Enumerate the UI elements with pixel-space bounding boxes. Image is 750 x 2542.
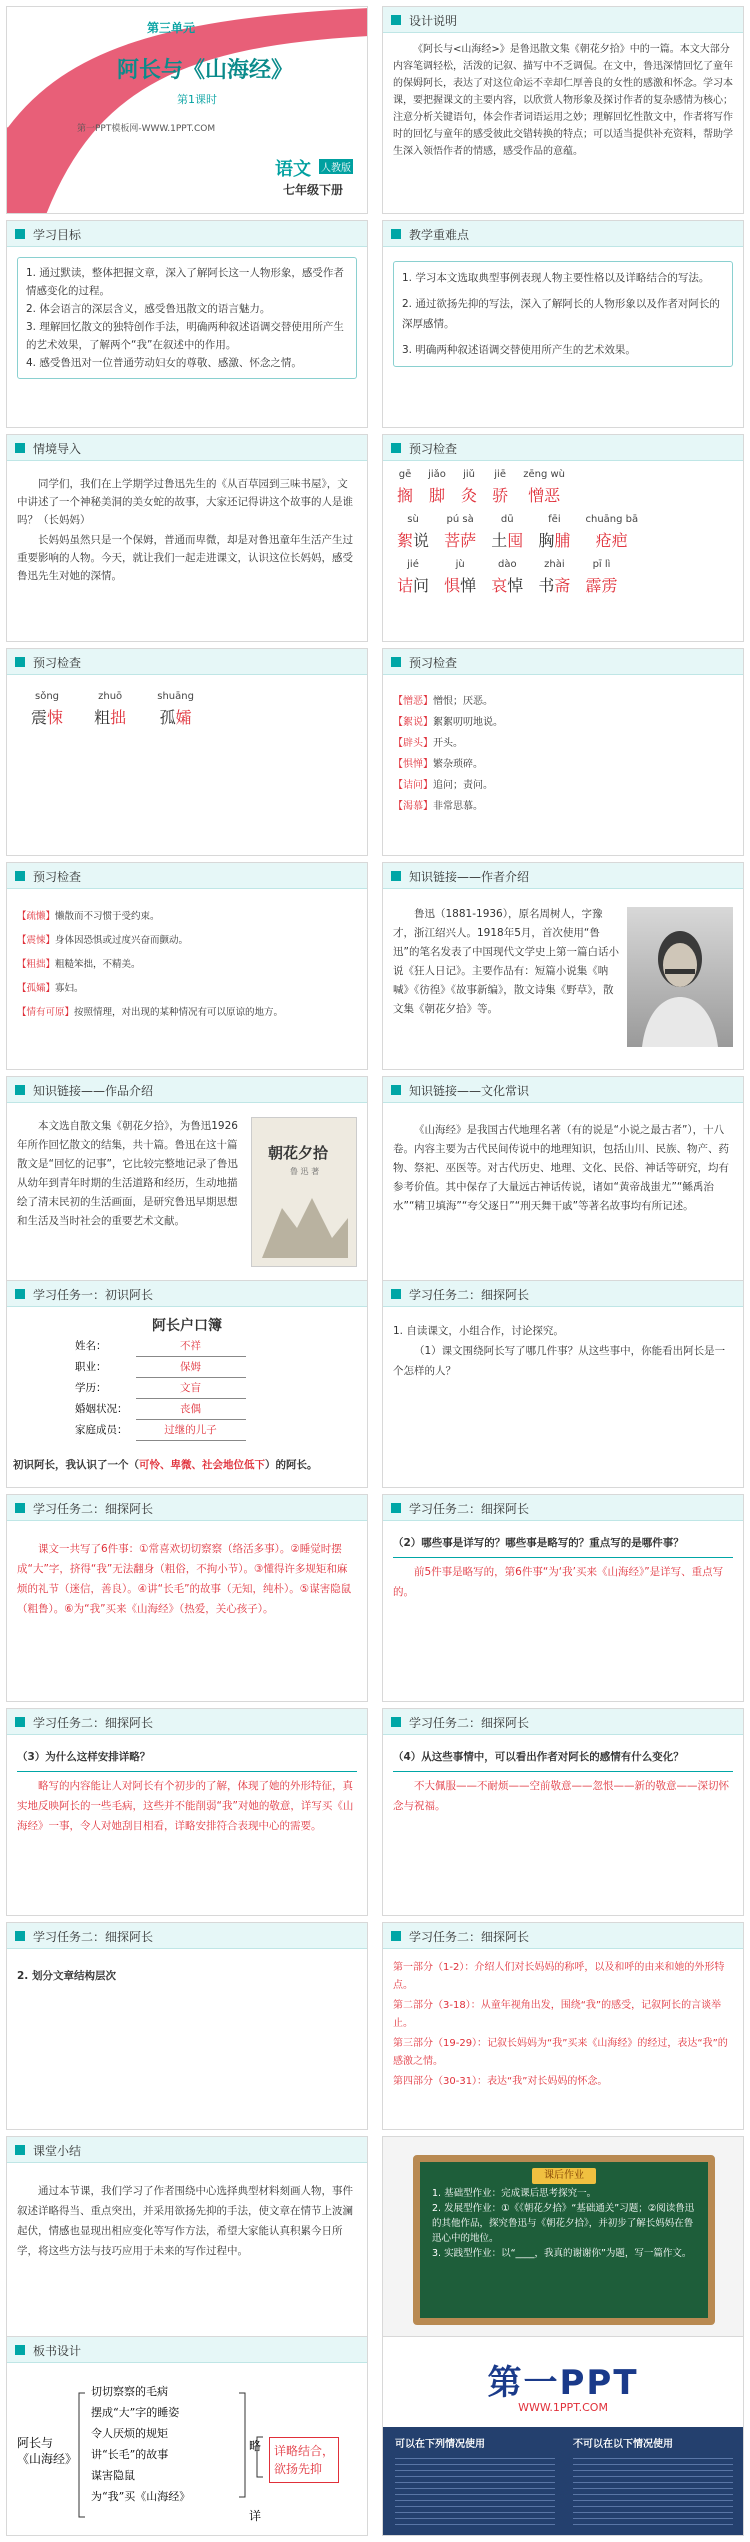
pinyin-word: fēi 胸脯 <box>538 514 571 550</box>
board-item: 令人厌烦的规矩 <box>91 2427 168 2440</box>
book-cover <box>251 1117 357 1267</box>
slide-preview-words <box>382 434 744 642</box>
question-text: （4）从这些事情中，可以看出作者对阿长的感情有什么变化？ <box>393 1751 684 1763</box>
definition-row: 【疏懒】懒散而不习惯于受约束。 <box>17 911 160 922</box>
slide-header <box>383 649 743 675</box>
goal-item: 1. 通过默读，整体把握文章，深入了解阿长这一人物形象，感受作者情感变化的过程。 <box>26 267 344 297</box>
slide-heading: 知识链接——文化常识 <box>409 1084 530 1098</box>
pinyin-word: pú sà 菩萨 <box>444 514 477 550</box>
design-text: 《阿长与<山海经>》是鲁迅散文集《朝花夕拾》中的一篇。本文大部分内容笔调轻松，活泼的记叙、描写中不乏调侃。在文中，鲁迅深情回忆了童年的保姆阿长，表达了对这位命运不幸却仁厚善良的女性的感激和怀念。学习本课，要把握课文的主要内容，以欣赏人物形象及探讨作者的复杂感情为核心；注意分析关键语句，体会作者词语运用之妙；理解回忆性散文中，作者将写作时的回忆与童年的感受彼此交错转换的特点；可以适当提供补充资料，帮助学生深入领悟作者的情感，感受作品的意蕴。 <box>393 44 733 157</box>
board-lue: 略 <box>249 2439 262 2453</box>
slide-title <box>6 6 368 214</box>
portrait-figure <box>627 907 733 1047</box>
slide-preview-defs-2 <box>6 862 368 1070</box>
definition-row: 【孤孀】寡妇。 <box>17 983 84 994</box>
subject-label: 语文 <box>275 159 311 180</box>
pinyin-word: jié 诘问 <box>397 559 430 595</box>
card-row: 婚姻状况： 丧偶 <box>67 1398 246 1419</box>
slide-goals <box>6 220 368 428</box>
homework-item: 1. 基础型作业：完成课后思考探究一。 <box>432 2188 597 2199</box>
slide-header <box>383 1077 743 1103</box>
ad-logo: 第一PPT <box>487 2363 639 2403</box>
pinyin-word: dào 哀悼 <box>491 559 524 595</box>
ad-url: WWW.1PPT.COM <box>518 2401 608 2414</box>
slide-heading: 学习任务一：初识阿长 <box>33 1288 154 1302</box>
slide-heading: 预习检查 <box>409 656 458 670</box>
board-conclusion: 详略结合，欲扬先抑 <box>269 2437 339 2483</box>
slide-author <box>382 862 744 1070</box>
intro-para: 同学们，我们在上学期学过鲁迅先生的《从百草园到三味书屋》，文中讲述了一个神秘美洞的美女蛇的故事，大家还记得讲这个故事的人是谁吗？（长妈妈） <box>17 478 353 526</box>
goal-item: 3. 理解回忆散文的独特创作手法，明确两种叙述语调交替使用所产生的艺术效果，了解两个“我”在叙述中的作用。 <box>26 321 344 351</box>
pinyin-word: chuāng bā 疮疤 <box>585 514 639 550</box>
structure-part: 第四部分（30-31）：表达“我”对长妈妈的怀念。 <box>393 2076 608 2087</box>
board-xiang: 详 <box>249 2509 262 2523</box>
pinyin-word: jiǎo 脚 <box>428 469 446 505</box>
ad-list-left <box>395 2453 555 2529</box>
pinyin-word: sǒng 震悚 <box>31 691 64 727</box>
definition-row: 【粗拙】粗糙笨拙，不精美。 <box>17 959 141 970</box>
ad-can: 可以在下列情况使用 <box>395 2439 485 2450</box>
question-text: （3）为什么这样安排详略？ <box>17 1751 151 1763</box>
slide-summary <box>6 2136 368 2344</box>
slide-heading: 教学重难点 <box>409 228 470 242</box>
board-item: 摆成“大”字的睡姿 <box>91 2406 180 2419</box>
slide-heading: 情境导入 <box>33 442 82 456</box>
slide-heading: 知识链接——作者介绍 <box>409 870 530 884</box>
definition-row: 【震悚】身体因恐惧或过度兴奋而颤动。 <box>17 935 189 946</box>
answer-text: 不大佩服——不耐烦——空前敬意——忽恨——新的敬意——深切怀念与祝福。 <box>393 1780 729 1812</box>
summary-text: 通过本节课，我们学习了作者围绕中心选择典型材料刻画人物，事件叙述详略得当、重点突出，并采用欲扬先抑的手法，使文章在情节上波澜起伏，情感也显现出相应变化等写作方法，希望大家能认真积累今日所学，将这些方法与技巧应用于未来的写作过程中。 <box>17 2185 353 2257</box>
question-text: （1）课文围绕阿长写了哪几件事？从这些事中，你能看出阿长是一个怎样的人？ <box>393 1345 726 1377</box>
task1-conclusion: 初识阿长，我认识了一个（可怜、卑微、社会地位低下）的阿长。 <box>13 1459 318 1471</box>
grade-label: 七年级下册 <box>283 183 344 197</box>
slide-header <box>383 435 743 461</box>
slide-heading: 学习任务二：细探阿长 <box>33 1930 154 1944</box>
author-text: 鲁迅（1881-1936），原名周树人，字豫才，浙江绍兴人。1918年5月，首次使用“鲁迅”的笔名发表了中国现代文学史上第一篇白话小说《狂人日记》。主要作品有：短篇小说集《呐喊》《彷徨》《故事新编》，散文诗集《野草》，散文集《朝花夕拾》等。 <box>393 908 619 1015</box>
definition-row: 【惧惮】繁杂琐碎。 <box>393 759 483 770</box>
question-text: （2）哪些事是详写的？哪些事是略写的？重点写的是哪件事？ <box>393 1537 684 1549</box>
card-row: 职业： 保姆 <box>67 1356 246 1377</box>
intro-para: 长妈妈虽然只是一个保姆，普通而卑微，却是对鲁迅童年生活产生过重要影响的人物。今天，就让我们一起走进课文，认识这位长妈妈，感受鲁迅先生对她的深情。 <box>17 534 353 582</box>
slide-work <box>6 1076 368 1284</box>
focus-item: 3. 明确两种叙述语调交替使用所产生的艺术效果。 <box>402 344 636 356</box>
structure-part: 第二部分（3-18）：从童年视角出发，围绕“我”的感受，记叙阿长的言谈举止。 <box>393 2000 722 2029</box>
slide-culture <box>382 1076 744 1284</box>
slide-header <box>7 1709 367 1735</box>
slide-heading: 预习检查 <box>33 656 82 670</box>
definition-row: 【情有可原】按照情理，对出现的某种情况有可以原谅的地方。 <box>17 1007 284 1018</box>
pinyin-word: zhài 书斋 <box>538 559 571 595</box>
definition-row: 【辟头】开头。 <box>393 738 463 749</box>
slide-board <box>6 2336 368 2536</box>
slide-focus <box>382 220 744 428</box>
pinyin-word: shuāng 孤孀 <box>157 691 194 727</box>
homework-item: 2. 发展型作业：①《《朝花夕拾》“基础通关”习题；②阅读鲁迅的其他作品，探究鲁迅与《朝花夕拾》，并初步了解长妈妈在鲁迅心中的地位。 <box>432 2203 695 2244</box>
card-title: 阿长户口簿 <box>152 1318 222 1334</box>
pinyin-word: zēng wù 憎恶 <box>523 469 566 505</box>
slide-title-text: 阿长与《山海经》 <box>117 58 294 83</box>
slide-header <box>7 649 367 675</box>
board-items <box>91 2381 190 2507</box>
answer-text: 略写的内容能让人对阿长有个初步的了解，体现了她的外形特征，真实地反映阿长的一些毛病，这些并不能削弱“我”对她的敬意，详写买《山海经》一事，令人对她刮目相看，详略安排符合表现中心的需要。 <box>17 1780 354 1832</box>
book-illustration <box>252 1118 358 1268</box>
slide-heading: 学习任务二：细探阿长 <box>409 1930 530 1944</box>
answer-text: 课文一共写了6件事：①常喜欢切切察察（络活多事）。②睡觉时摆成“大”字，挤得“我”无法翻身（粗俗，不拘小节）。③懂得许多规矩和麻烦的礼节（迷信，善良）。④讲“长毛”的故事（无知，纯朴）。⑤谋害隐鼠（粗鲁）。⑥为“我”买来《山海经》（热爱，关心孩子）。 <box>17 1543 352 1615</box>
board-item: 谋害隐鼠 <box>91 2469 135 2482</box>
focus-item: 2. 通过欲扬先抑的写法，深入了解阿长的人物形象以及作者对阿长的深厚感情。 <box>402 298 720 330</box>
pinyin-word: pī lì 霹雳 <box>585 559 618 595</box>
slide-preview-words-2 <box>6 648 368 856</box>
slide-homework <box>382 2136 744 2344</box>
homework-label: 课后作业 <box>532 2168 596 2184</box>
slide-task2-structure <box>6 1922 368 2130</box>
question-text: 1. 自读课文，小组合作，讨论探究。 <box>393 1325 564 1337</box>
slide-header <box>7 1281 367 1307</box>
definition-row: 【憎恶】憎恨；厌恶。 <box>393 696 493 707</box>
board-item: 讲“长毛”的故事 <box>91 2448 169 2461</box>
focus-item: 1. 学习本文选取典型事例表现人物主要性格以及详略结合的写法。 <box>402 272 710 284</box>
slide-header <box>7 863 367 889</box>
slide-header <box>7 221 367 247</box>
slide-header <box>383 1281 743 1307</box>
pinyin-word: jiǔ 灸 <box>461 469 478 505</box>
slide-header <box>383 1495 743 1521</box>
slide-heading: 课堂小结 <box>33 2144 82 2158</box>
lesson-label: 第1课时 <box>177 93 217 106</box>
slide-task2-q2 <box>382 1494 744 1702</box>
slide-heading: 学习任务二：细探阿长 <box>409 1288 530 1302</box>
card-row: 姓名： 不祥 <box>67 1335 246 1356</box>
slide-task2-q1 <box>382 1280 744 1488</box>
board-item: 为“我”买《山海经》 <box>91 2490 191 2503</box>
slide-task2-q4 <box>382 1708 744 1916</box>
question-text: 2. 划分文章结构层次 <box>17 1970 116 1982</box>
slide-header <box>7 1923 367 1949</box>
homework-item: 3. 实践型作业：以“____，我真的谢谢你”为题，写一篇作文。 <box>432 2248 692 2259</box>
slide-intro <box>6 434 368 642</box>
slide-heading: 学习目标 <box>33 228 82 242</box>
slide-header <box>383 863 743 889</box>
slide-heading: 学习任务二：细探阿长 <box>33 1716 154 1730</box>
household-card <box>67 1335 246 1441</box>
unit-label: 第三单元 <box>147 21 196 35</box>
card-row: 学历： 文盲 <box>67 1377 246 1398</box>
goal-item: 4. 感受鲁迅对一位普通劳动妇女的尊敬、感激、怀念之情。 <box>26 357 302 369</box>
pinyin-word: dū 土囤 <box>491 514 524 550</box>
slide-ad <box>382 2336 744 2536</box>
slide-heading: 学习任务二：细探阿长 <box>409 1716 530 1730</box>
slide-header <box>383 7 743 33</box>
slide-task1 <box>6 1280 368 1488</box>
author-portrait <box>627 907 733 1047</box>
slide-header <box>7 435 367 461</box>
slide-heading: 预习检查 <box>33 870 82 884</box>
publisher-label: 人教版 <box>319 159 353 174</box>
slide-heading: 知识链接——作品介绍 <box>33 1084 154 1098</box>
ad-cannot: 不可以在以下情况使用 <box>573 2439 673 2450</box>
board-root: 阿长与 《山海经》 <box>17 2436 78 2466</box>
slide-heading: 设计说明 <box>409 14 458 28</box>
slide-preview-defs <box>382 648 744 856</box>
slide-heading: 板书设计 <box>33 2344 82 2358</box>
slide-header <box>383 221 743 247</box>
chalkboard <box>413 2155 715 2325</box>
pinyin-word: zhuō 粗拙 <box>94 691 127 727</box>
definition-row: 【渴慕】非常思慕。 <box>393 801 483 812</box>
card-row: 家庭成员： 过继的儿子 <box>67 1419 246 1440</box>
book-author: 鲁 迅 著 <box>290 1167 320 1176</box>
pinyin-word: jù 惧惮 <box>444 559 477 595</box>
book-title: 朝花夕拾 <box>268 1144 329 1162</box>
slide-heading: 学习任务二：细探阿长 <box>33 1502 154 1516</box>
slide-header <box>383 1709 743 1735</box>
structure-part: 第三部分（19-29）：记叙长妈妈为“我”买来《山海经》的经过，表达“我”的感激之情。 <box>393 2038 728 2067</box>
slide-task2-a1 <box>6 1494 368 1702</box>
slide-task2-q3 <box>6 1708 368 1916</box>
slide-task2-parts <box>382 1922 744 2130</box>
ad-list-right <box>573 2453 733 2529</box>
slide-header <box>7 2137 367 2163</box>
answer-text: 前5件事是略写的，第6件事“为‘我’买来《山海经》”是详写、重点写的。 <box>393 1566 724 1598</box>
definition-row: 【诘问】追问；责问。 <box>393 780 493 791</box>
culture-text: 《山海经》是我国古代地理名著（有的说是“小说之最古者”），十八卷。内容主要为古代民间传说中的地理知识，包括山川、民族、物产、药物、祭祀、巫医等。对古代历史、地理、文化、民俗、神话等研究，均有参考价值。其中保存了大量远古神话传说，诸如“黄帝战蚩尤”“鲧禹治水”“精卫填海”“夸父逐日”“刑天舞干戚”等著名故事均有所记述。 <box>393 1124 729 1212</box>
pinyin-word: jiē 骄 <box>492 469 509 505</box>
slide-heading: 学习任务二：细探阿长 <box>409 1502 530 1516</box>
slide-header <box>7 1077 367 1103</box>
pinyin-word: sù 絮说 <box>397 514 430 550</box>
work-text: 本文选自散文集《朝花夕拾》，为鲁迅1926年所作回忆散文的结集，共十篇。鲁迅在这十篇散文是“回忆的记事”，它比较完整地记录了鲁迅从幼年到青年时期的生活道路和经历，生动地描绘了清末民初的生活画面，是研究鲁迅早期思想和生活及当时社会的重要艺术文献。 <box>17 1120 238 1227</box>
site-label: 第一PPT模板网-WWW.1PPT.COM <box>77 124 216 134</box>
structure-part: 第一部分（1-2）：介绍人们对长妈妈的称呼，以及和呼的由来和她的外形特点。 <box>393 1962 725 1991</box>
slide-heading: 预习检查 <box>409 442 458 456</box>
pinyin-word: gē 搁 <box>397 469 414 505</box>
slide-header <box>383 1923 743 1949</box>
board-item: 切切察察的毛病 <box>91 2385 168 2398</box>
goal-item: 2. 体会语言的深层含义，感受鲁迅散文的语言魅力。 <box>26 303 271 315</box>
definition-row: 【絮说】絮絮叨叨地说。 <box>393 717 503 728</box>
slide-header <box>7 1495 367 1521</box>
slide-design <box>382 6 744 214</box>
